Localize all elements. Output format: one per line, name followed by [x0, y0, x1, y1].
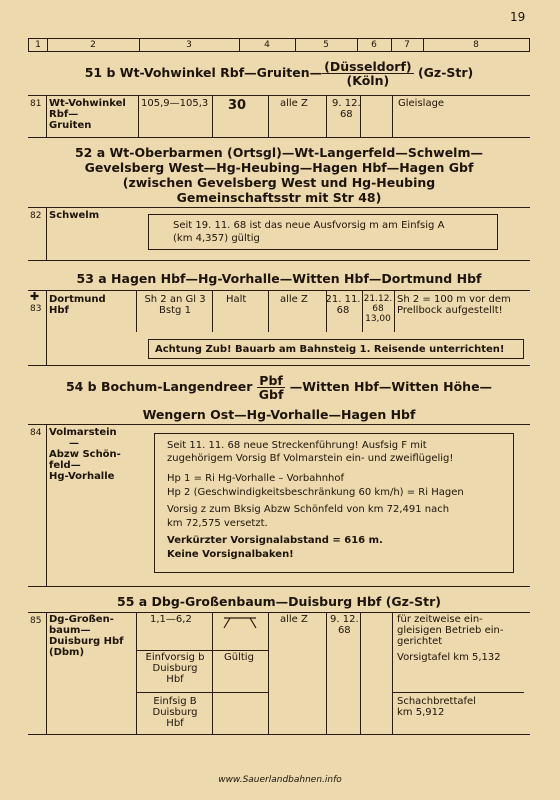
section-54-title-end: —Witten Hbf—Witten Höhe—: [289, 379, 493, 394]
date-line: 21.12.: [363, 294, 393, 304]
column-header: 7: [391, 39, 424, 51]
station-line: Duisburg Hbf: [49, 636, 124, 647]
station-line: Wt-Vohwinkel: [49, 98, 126, 109]
row-number: 83: [30, 304, 42, 314]
column-rule: [392, 612, 393, 734]
warning-text: Achtung Zub! Bauarb am Bahnsteig 1. Reisende unterrichten!: [155, 344, 505, 355]
remark: [397, 614, 503, 647]
remark: Gleislage: [398, 98, 445, 109]
column-header: 2: [47, 39, 140, 51]
divider: [28, 424, 530, 425]
km-range: 105,9—105,3: [141, 98, 209, 109]
section-51-fraction: [322, 60, 413, 87]
notice-line: Vorsig z zum Bksig Abzw Schönfeld von km 72,491 nach: [167, 504, 450, 515]
column-header: 4: [239, 39, 296, 51]
divider: [28, 612, 530, 613]
divider: [28, 290, 530, 291]
column-header: 1: [29, 39, 48, 51]
divider: [392, 692, 524, 693]
notice-box: [148, 214, 498, 250]
station-line: Hbf: [49, 305, 69, 316]
notice-line: Hp 1 = Ri Hg-Vorhalle – Vorbahnhof: [167, 473, 345, 484]
end-date: [362, 294, 394, 324]
station-name: [49, 294, 106, 316]
column-rule: [46, 612, 47, 734]
remark-line: für zeitweise ein-: [397, 614, 483, 625]
section-55-title: 55 a Dbg-Großenbaum—Duisburg Hbf (Gz-Str): [117, 594, 441, 609]
column-header: 6: [357, 39, 392, 51]
remark: [397, 696, 476, 718]
section-51-title-end: (Gz-Str): [417, 65, 474, 80]
warning-box: [148, 339, 524, 359]
station-name: [49, 427, 121, 482]
effective-date: [330, 614, 359, 636]
effective-date: [332, 98, 361, 120]
date-line: 68: [339, 109, 353, 120]
signal-line: Einfsig B: [153, 696, 197, 707]
km-range: 1,1—6,2: [150, 614, 192, 625]
signal-line: Bstg 1: [159, 305, 191, 316]
notice-line: Hp 2 (Geschwindigkeitsbeschränkung 60 km/h) = Ri Hagen: [167, 487, 464, 498]
column-rule: [360, 612, 361, 734]
signal-position: [138, 696, 212, 729]
column-rule: [326, 612, 327, 734]
remark-line: km 5,912: [397, 707, 445, 718]
notice-box: [154, 433, 514, 573]
column-rule: [268, 290, 269, 332]
date-line: 68: [337, 625, 351, 636]
column-header: 3: [139, 39, 240, 51]
fraction-denominator: Gbf: [258, 387, 284, 402]
column-rule: [46, 95, 47, 137]
station-name: Schwelm: [49, 210, 100, 221]
section-54-fraction: [257, 374, 286, 401]
station-line: Gruiten: [49, 120, 92, 131]
fraction-denominator: (Köln): [346, 73, 390, 88]
remark-line: gleisigen Betrieb ein-: [397, 625, 504, 636]
column-rule: [212, 290, 213, 332]
page-number: 19: [510, 10, 526, 24]
signal-line: Einfvorsig b: [145, 652, 205, 663]
column-rule: [212, 95, 213, 137]
divider: [28, 734, 530, 735]
column-rule: [268, 95, 269, 137]
divider: [28, 207, 530, 208]
divider: [136, 692, 268, 693]
station-line: (Dbm): [49, 647, 85, 658]
divider: [28, 260, 530, 261]
station-line: Volmarstein: [49, 427, 117, 438]
section-52-title: [28, 145, 530, 205]
column-rule: [326, 95, 327, 137]
station-line: Abzw Schön-: [49, 449, 121, 460]
title-line: Gevelsberg West—Hg-Heubing—Hagen Hbf—Hagen Gbf: [84, 160, 474, 175]
divider: [28, 95, 530, 96]
signal-line: Hbf: [166, 674, 184, 685]
start-date: [325, 294, 361, 316]
remark-line: Schachbrettafel: [397, 696, 476, 707]
remark: [397, 294, 511, 316]
train-scope: alle Z: [280, 294, 308, 305]
notice-line: zugehörigem Vorsig Bf Volmarstein ein- und zweiflügelig!: [167, 453, 454, 464]
validity: Gültig: [224, 652, 254, 663]
signal-line: Duisburg: [152, 663, 198, 674]
date-line: 21. 11.: [325, 294, 361, 305]
date-line: 9. 12.: [330, 614, 359, 625]
remark-line: Prellbock aufgestellt!: [397, 305, 503, 316]
section-51-title: [28, 60, 530, 87]
signal-position: [138, 652, 212, 685]
remark: Vorsigtafel km 5,132: [397, 652, 501, 663]
column-rule: [46, 290, 47, 365]
signal-line: Sh 2 an Gl 3: [144, 294, 206, 305]
cross-mark: ✚: [30, 290, 40, 303]
date-line: 13,00: [365, 314, 391, 324]
title-line: Gemeinschaftsstr mit Str 48): [176, 190, 382, 205]
column-rule: [136, 290, 137, 332]
notice-line: (km 4,357) gültig: [173, 233, 260, 244]
notice-line: km 72,575 versetzt.: [167, 518, 268, 529]
section-54-title-line-2: Wengern Ost—Hg-Vorhalle—Hagen Hbf: [142, 407, 416, 422]
column-header-row: [28, 38, 530, 52]
station-line: Dortmund: [49, 294, 106, 305]
signal-position: [140, 294, 210, 316]
station-line: Rbf—: [49, 109, 79, 120]
section-54-title: [28, 374, 530, 401]
divider: [136, 650, 268, 651]
divider: [28, 137, 530, 138]
section-54-title-start: 54 b Bochum-Langendreer: [65, 379, 253, 394]
speed-limit: 30: [228, 98, 247, 113]
remark-line: Sh 2 = 100 m vor dem: [397, 294, 511, 305]
section-53-title: 53 a Hagen Hbf—Hg-Vorhalle—Witten Hbf—Dortmund Hbf: [76, 271, 482, 286]
divider: [28, 586, 530, 587]
signal-line: Hbf: [166, 718, 184, 729]
signal-line: Duisburg: [152, 707, 198, 718]
notice-line: Seit 19. 11. 68 ist das neue Ausfvorsig m am Einfsig A: [173, 220, 445, 231]
date-line: 9. 12.: [332, 98, 361, 109]
train-scope: alle Z: [280, 614, 308, 625]
row-number: 81: [30, 99, 42, 109]
date-line: 68: [336, 305, 350, 316]
column-header: 5: [295, 39, 358, 51]
notice-line: Seit 11. 11. 68 neue Streckenführung! Ausfsig F mit: [167, 440, 427, 451]
station-line: Hg-Vorhalle: [49, 471, 115, 482]
station-name: [49, 98, 126, 131]
fraction-numerator: (Düsseldorf): [324, 59, 412, 74]
column-rule: [138, 95, 139, 137]
fraction-numerator: Pbf: [257, 374, 286, 388]
row-number: 82: [30, 211, 42, 221]
column-header: 8: [473, 40, 479, 50]
divider: [28, 365, 530, 366]
notice-line: Keine Vorsignalbaken!: [167, 549, 294, 560]
column-rule: [268, 612, 269, 734]
title-line: 52 a Wt-Oberbarmen (Ortsgl)—Wt-Langerfeld—Schwelm—: [74, 145, 483, 160]
station-line: —: [69, 438, 79, 449]
date-line: 68: [372, 304, 384, 314]
signal-aspect: Halt: [226, 294, 247, 305]
station-line: Dg-Großen-: [49, 614, 114, 625]
station-line: feld—: [49, 460, 81, 471]
column-rule: [46, 424, 47, 586]
station-name: [49, 614, 124, 658]
column-rule: [46, 207, 47, 260]
remark-line: gerichtet: [397, 636, 443, 647]
track-diagram-icon: [222, 614, 258, 630]
notice-line: Verkürzter Vorsignalabstand = 616 m.: [167, 535, 383, 546]
column-rule: [394, 290, 395, 332]
column-rule: [392, 95, 393, 137]
title-line: (zwischen Gevelsberg West und Hg-Heubing: [122, 175, 436, 190]
column-rule: [212, 612, 213, 734]
train-scope: alle Z: [280, 98, 308, 109]
row-number: 85: [30, 616, 42, 626]
station-line: baum—: [49, 625, 91, 636]
section-51-title-start: 51 b Wt-Vohwinkel Rbf—Gruiten—: [84, 65, 323, 80]
website-watermark: www.Sauerlandbahnen.info: [218, 775, 342, 785]
column-rule: [136, 612, 137, 734]
row-number: 84: [30, 428, 42, 438]
